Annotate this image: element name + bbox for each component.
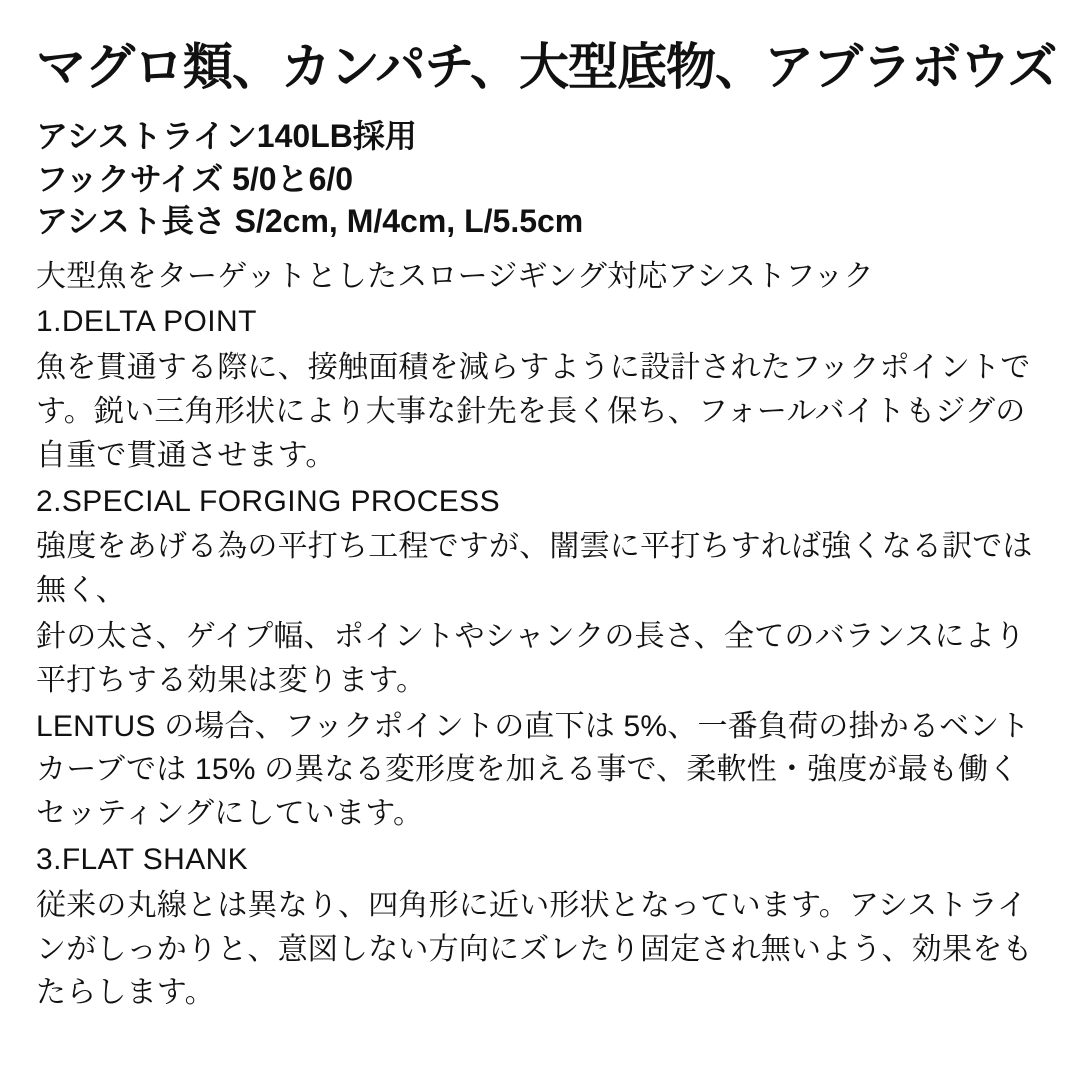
section-3-heading: 3.FLAT SHANK (36, 843, 249, 876)
description-body (36, 255, 1048, 1016)
section-3-body: 従来の丸線とは異なり、四角形に近い形状となっています。アシストラインがしっかりと、意図しない方向にズレたり固定され無いよう、効果をもたらします。 (36, 888, 1033, 1010)
section-2-body-part-3: LENTUS の場合、フックポイントの直下は 5%、一番負荷の掛かるベントカーブでは 15% の異なる変形度を加える事で、柔軟性・強度が最も働くセッティングにしています。 (36, 709, 1030, 831)
spec-line-assist-line: アシストライン140LB採用 (36, 118, 417, 154)
spec-line-hook-size: フックサイズ 5/0と6/0 (36, 160, 354, 197)
section-1-heading: 1.DELTA POINT (36, 305, 257, 339)
intro-text: 大型魚をターゲットとしたスロージギング対応アシストフック (36, 259, 874, 293)
section-2-body-part-1: 強度をあげる為の平打ち工程ですが、闇雲に平打ちすれば強くなる訳では無く、 (36, 530, 1033, 608)
section-1-body: 魚を貫通する際に、接触面積を減らすように設計されたフックポイントです。鋭い三角形状により大事な針先を長く保ち、フォールバイトもジグの自重で貫通させます。 (36, 351, 1031, 472)
section-2-body-part-2: 針の太さ、ゲイプ幅、ポイントやシャンクの長さ、全てのバランスにより平打ちする効果は変ります。 (36, 620, 1026, 697)
section-2-heading: 2.SPECIAL FORGING PROCESS (36, 484, 500, 518)
spec-list (36, 115, 1048, 243)
page-title: マグロ類、カンパチ、大型底物、アブラボウズ (36, 39, 1057, 95)
spec-line-assist-length: アシスト長さ S/2cm, M/4cm, L/5.5cm (36, 203, 584, 240)
